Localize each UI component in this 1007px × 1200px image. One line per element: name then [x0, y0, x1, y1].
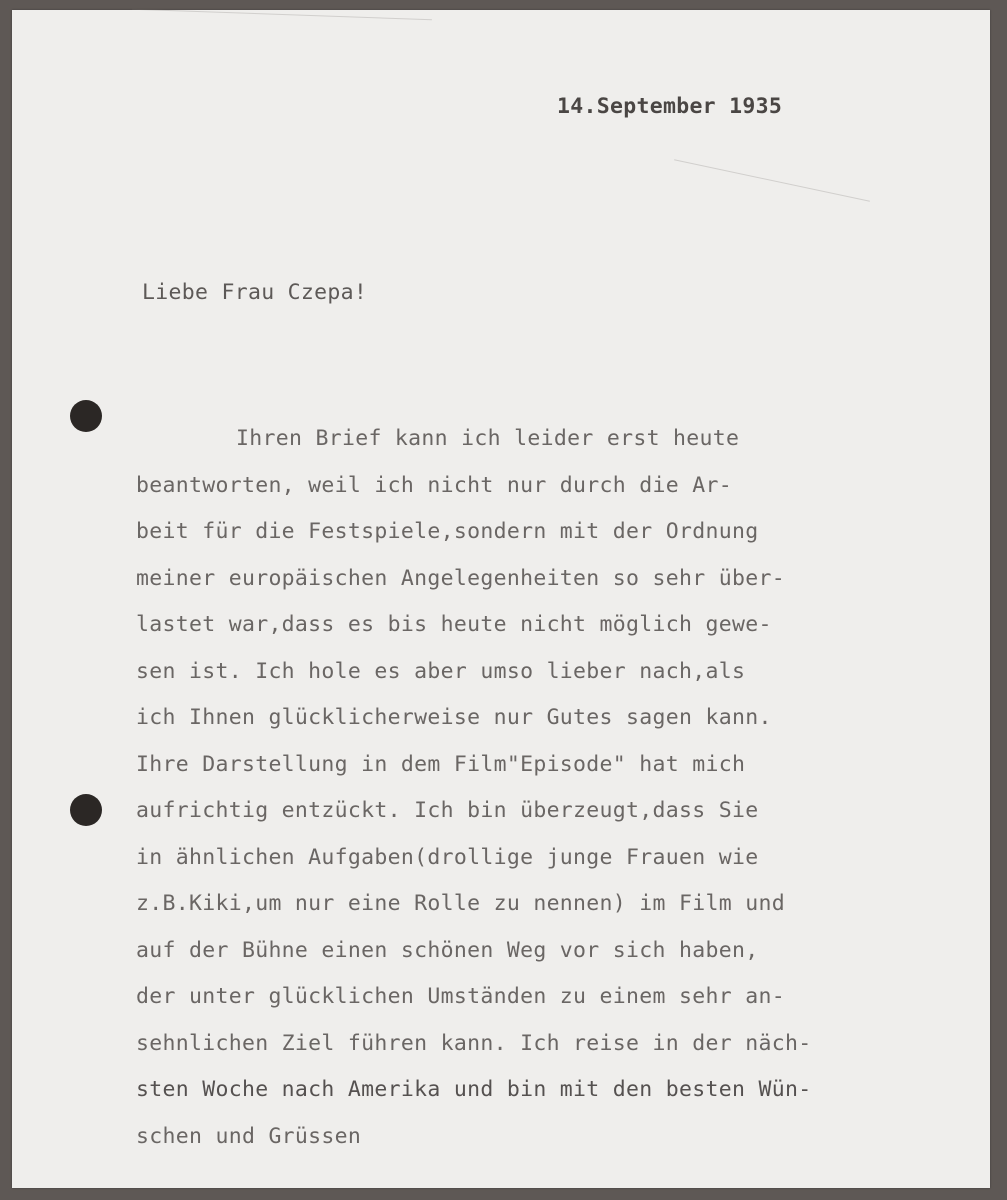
- body-line: lastet war,dass es bis heute nicht möglich gewe-: [136, 612, 772, 637]
- body-line: sen ist. Ich hole es aber umso lieber nach,als: [136, 658, 746, 684]
- paper-crease: [674, 159, 870, 202]
- body-line: meiner europäischen Angelegenheiten so sehr über-: [136, 565, 785, 591]
- body-line: auf der Bühne einen schönen Weg vor sich haben,: [136, 937, 759, 963]
- body-line: sten Woche nach Amerika und bin mit den besten Wün-: [136, 1077, 812, 1102]
- letter-date: 14.September 1935: [557, 94, 783, 119]
- paper-crease: [132, 9, 432, 20]
- punch-hole-top: [70, 400, 102, 432]
- letter-body: [136, 424, 811, 1168]
- body-line: beit für die Festspiele,sondern mit der Ordnung: [136, 519, 759, 544]
- body-line: schen und Grüssen: [136, 1123, 362, 1149]
- body-line: der unter glücklichen Umständen zu einem sehr an-: [136, 984, 785, 1009]
- body-line: aufrichtig entzückt. Ich bin überzeugt,dass Sie: [136, 798, 759, 823]
- body-line: z.B.Kiki,um nur eine Rolle zu nennen) im Film und: [136, 891, 785, 916]
- body-line: beantworten, weil ich nicht nur durch die Ar-: [136, 472, 732, 498]
- body-line: Ihre Darstellung in dem Film"Episode" hat mich: [136, 751, 746, 777]
- body-line: in ähnlichen Aufgaben(drollige junge Frauen wie: [136, 844, 759, 870]
- body-line: Ihren Brief kann ich leider erst heute: [236, 426, 740, 451]
- body-line: ich Ihnen glücklicherweise nur Gutes sagen kann.: [136, 705, 772, 730]
- punch-hole-bottom: [70, 794, 102, 826]
- body-line: sehnlichen Ziel führen kann. Ich reise in der näch-: [136, 1030, 812, 1056]
- letter-salutation: Liebe Frau Czepa!: [142, 280, 368, 305]
